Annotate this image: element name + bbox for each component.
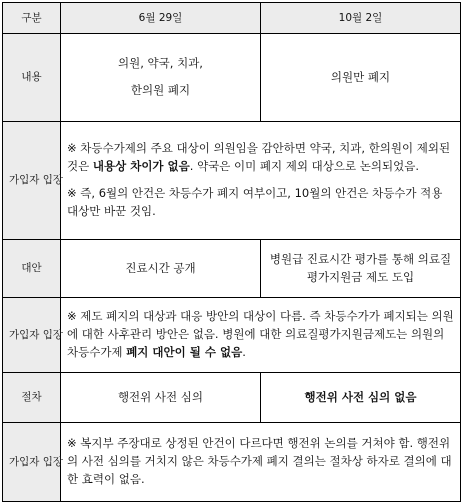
alternative-oct-cell: 병원급 진료시간 평가를 통해 의료질평가지원금 제도 도입 xyxy=(261,240,461,298)
position2-paragraph: ※ 제도 폐지의 대상과 대응 방안의 대상이 다름. 즉 차등수가가 폐지되는 의원에 대한 사후관리 방안은 없음. 병원에 대한 의료질평가지원금제도는 의원의 차등수가제 폐지 대안이 될 수 없음. xyxy=(67,309,454,359)
subscriber-position-text-2 xyxy=(61,298,461,373)
position1-paragraph1: ※ 차등수가제의 주요 대상이 의원임을 감안하면 약국, 치과, 한의원이 제외된 것은 내용상 차이가 없음. 약국은 이미 폐지 제외 대상으로 논의되었음. xyxy=(67,141,451,174)
header-june-29: 6월 29일 xyxy=(61,3,261,34)
header-oct-2: 10월 2일 xyxy=(261,3,461,34)
header-row xyxy=(3,3,461,34)
subscriber-position-label-2: 가입자 입장 xyxy=(3,298,61,373)
position2-emphasis: 폐지 대안이 될 수 없음 xyxy=(126,344,243,359)
content-row xyxy=(3,34,461,122)
subscriber-position-text-1 xyxy=(61,122,461,240)
content-june-line1: 의원, 약국, 치과, xyxy=(118,56,203,71)
subscriber-position-row-3 xyxy=(3,423,461,502)
content-june-line2: 한의원 폐지 xyxy=(130,83,191,97)
alternative-june-cell: 진료시간 공개 xyxy=(61,240,261,298)
procedure-oct-emphasis: 행전위 사전 심의 없음 xyxy=(304,389,417,404)
alternative-label: 대안 xyxy=(3,240,61,298)
subscriber-position-row-1 xyxy=(3,122,461,240)
procedure-row xyxy=(3,373,461,423)
procedure-label: 절차 xyxy=(3,373,61,423)
alternative-row xyxy=(3,240,461,298)
position1-emphasis: 내용상 차이가 없음 xyxy=(92,159,190,174)
procedure-oct-cell xyxy=(261,373,461,423)
position1-paragraph2: ※ 즉, 6월의 안건은 차등수가 폐지 여부이고, 10월의 안건은 차등수가 적용 대상만 바꾼 것임. xyxy=(67,186,443,218)
content-oct-cell: 의원만 폐지 xyxy=(261,34,461,122)
content-label: 내용 xyxy=(3,34,61,122)
comparison-table xyxy=(2,2,461,502)
content-june-cell xyxy=(61,34,261,122)
subscriber-position-label-1: 가입자 입장 xyxy=(3,122,61,240)
subscriber-position-label-3: 가입자 입장 xyxy=(3,423,61,502)
header-category: 구분 xyxy=(3,3,61,34)
procedure-june-cell: 행전위 사전 심의 xyxy=(61,373,261,423)
subscriber-position-row-2 xyxy=(3,298,461,373)
subscriber-position-text-3: ※ 복지부 주장대로 상정된 안건이 다르다면 행전위 논의를 거쳐야 함. 행전위의 사전 심의를 거치지 않은 차등수가제 폐지 결의는 절차상 하자로 결의에 대한 효력이 없음. xyxy=(61,423,461,502)
